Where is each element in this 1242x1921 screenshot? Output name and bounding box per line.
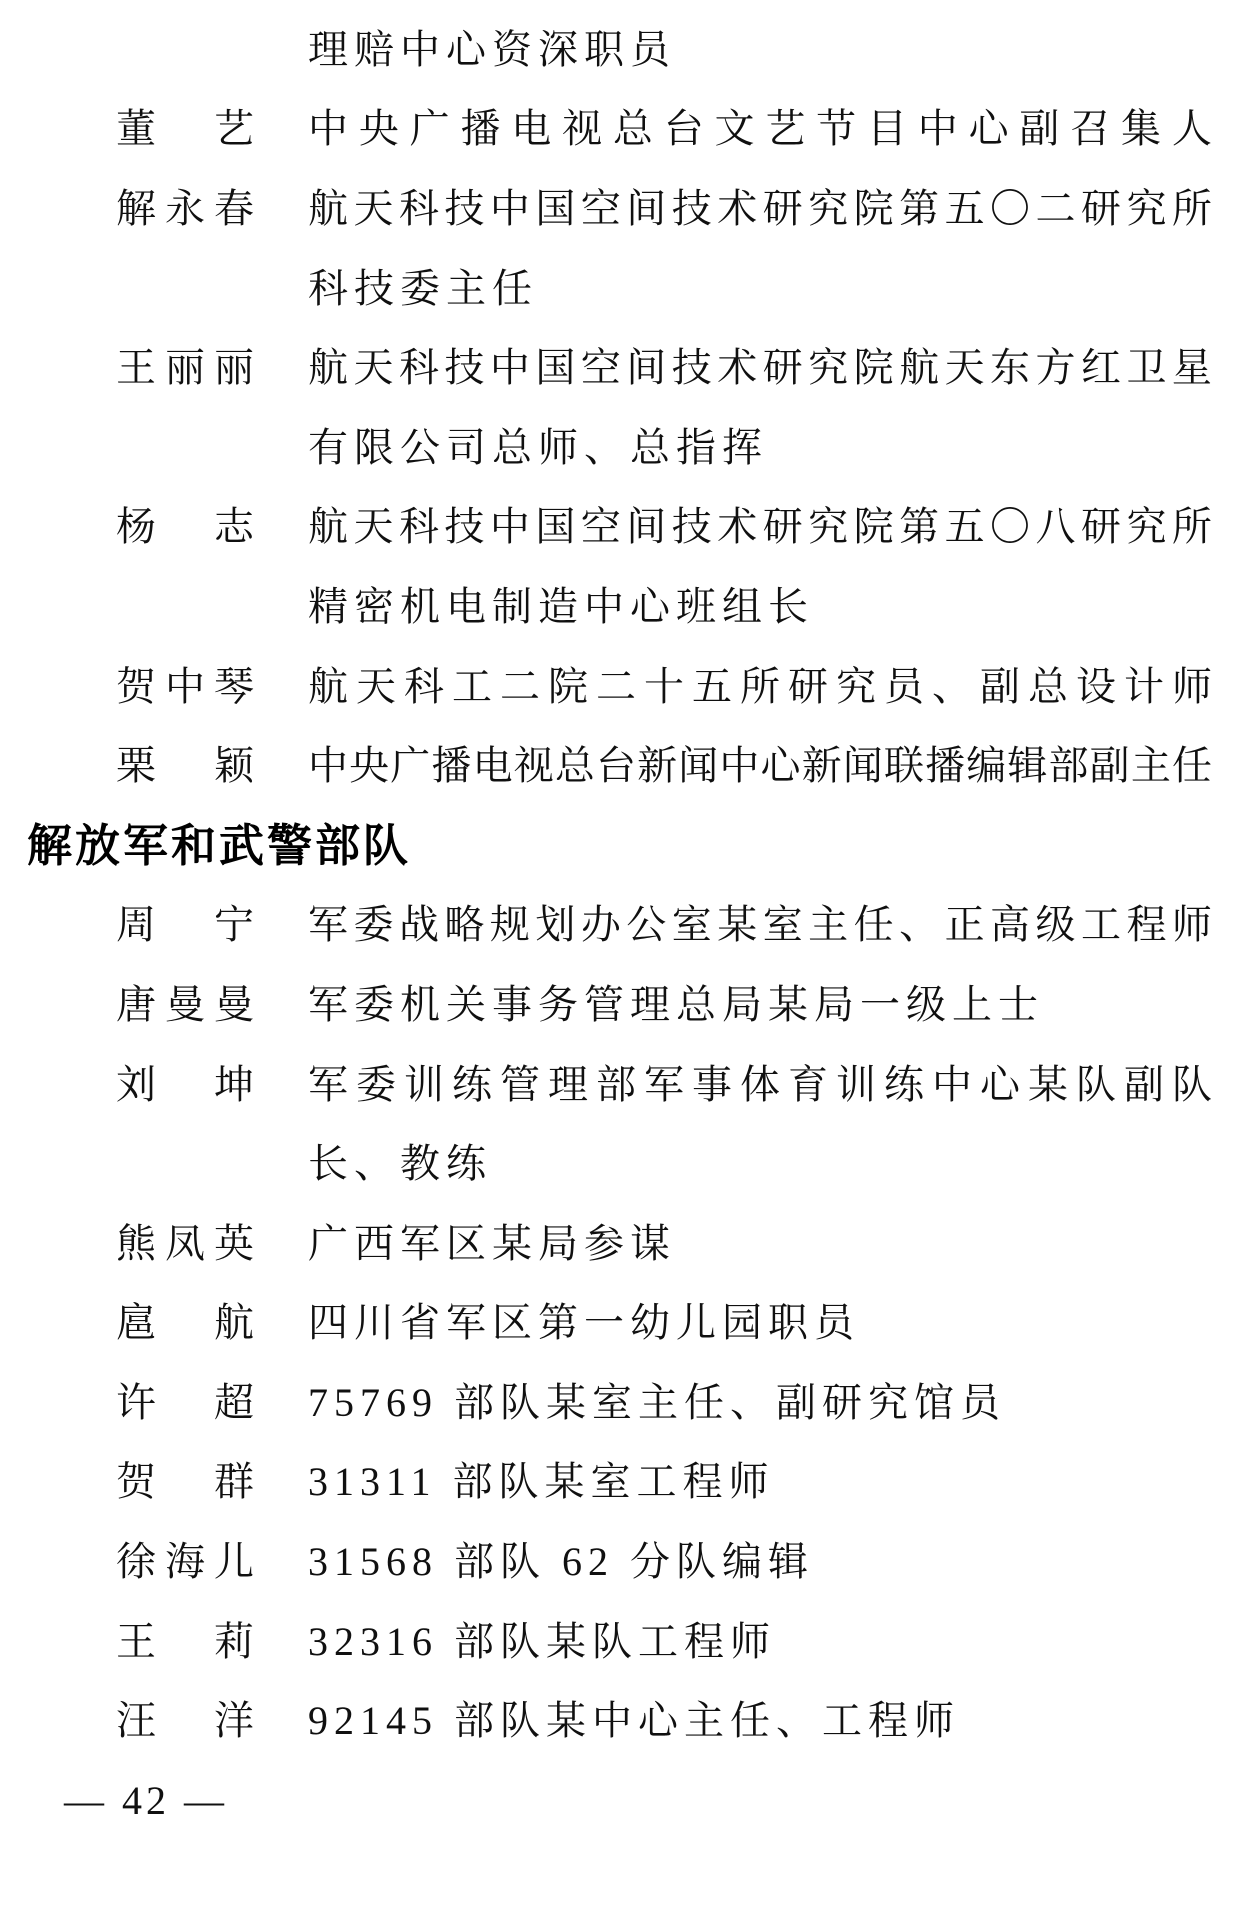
name-cell: 杨 志 [116,504,254,550]
name-cell: 刘 坤 [116,1061,254,1107]
footer-row [0,1761,1242,1841]
list-item [0,328,1242,408]
job-title-cell: 中 央 广 播 电 视 总 台 新 闻 中 心 新 闻 联 播 编 辑 部 副 主 任 [308,743,1212,789]
list-item [0,90,1242,170]
job-title-cell: 32316 部队某队工程师 [308,1618,776,1664]
name-cell: 贺 中 琴 [116,663,254,709]
name-cell: 扈 航 [116,1300,254,1346]
list-item [0,10,1242,90]
name-cell: 解 永 春 [116,185,254,231]
name-cell: 许 超 [116,1379,254,1425]
list-item [0,886,1242,966]
name-cell: 汪 洋 [116,1698,254,1744]
job-title-cell: 军委机关事务管理总局某局一级上士 [308,981,1044,1027]
list-item [0,567,1242,647]
name-cell: 董 艺 [116,106,254,152]
list-item [0,249,1242,329]
job-title-cell: 科技委主任 [308,265,538,311]
section-header-row [0,806,1242,886]
job-title-cell: 理赔中心资深职员 [308,26,676,72]
list-item [0,1602,1242,1682]
list-item [0,488,1242,568]
name-cell: 贺 群 [116,1459,254,1505]
job-title-cell: 航 天 科 技 中 国 空 间 技 术 研 究 院 第 五 〇 八 研 究 所 [308,504,1212,550]
job-title-cell: 精密机电制造中心班组长 [308,583,814,629]
job-title-cell: 军 委 战 略 规 划 办 公 室 某 室 主 任 、 正 高 级 工 程 师 [308,902,1212,948]
list-item [0,169,1242,249]
name-cell: 周 宁 [116,902,254,948]
job-title-cell: 航 天 科 技 中 国 空 间 技 术 研 究 院 第 五 〇 二 研 究 所 [308,185,1212,231]
list-item [0,1045,1242,1125]
job-title-cell: 有限公司总师、总指挥 [308,424,768,470]
job-title-cell: 广西军区某局参谋 [308,1220,676,1266]
list-item [0,1522,1242,1602]
list-item [0,965,1242,1045]
job-title-cell: 四川省军区第一幼儿园职员 [308,1300,860,1346]
list-item [0,1443,1242,1523]
job-title-cell: 75769 部队某室主任、副研究馆员 [308,1379,1006,1425]
list-item [0,408,1242,488]
list-item [0,1124,1242,1204]
list-item [0,1681,1242,1761]
job-title-cell: 航 天 科 工 二 院 二 十 五 所 研 究 员 、 副 总 设 计 师 [308,663,1212,709]
list-item [0,647,1242,727]
name-cell: 王 丽 丽 [116,345,254,391]
job-title-cell: 军 委 训 练 管 理 部 军 事 体 育 训 练 中 心 某 队 副 队 [308,1061,1212,1107]
name-cell: 熊 凤 英 [116,1220,254,1266]
page-number: — 42 — [64,1777,228,1823]
name-cell: 王 莉 [116,1618,254,1664]
job-title-cell: 中 央 广 播 电 视 总 台 文 艺 节 目 中 心 副 召 集 人 [308,106,1212,152]
job-title-cell: 31568 部队 62 分队编辑 [308,1539,814,1585]
list-item [0,1363,1242,1443]
entry-list [0,10,1242,1761]
list-item [0,1284,1242,1364]
list-item [0,1204,1242,1284]
name-cell: 唐 曼 曼 [116,981,254,1027]
section-header: 解放军和武警部队 [27,820,412,872]
name-cell: 徐 海 儿 [116,1539,254,1585]
job-title-cell: 长、教练 [308,1141,492,1187]
job-title-cell: 92145 部队某中心主任、工程师 [308,1698,960,1744]
name-cell: 栗 颖 [116,743,254,789]
job-title-cell: 31311 部队某室工程师 [308,1459,775,1505]
job-title-cell: 航 天 科 技 中 国 空 间 技 术 研 究 院 航 天 东 方 红 卫 星 [308,345,1212,391]
list-item [0,726,1242,806]
